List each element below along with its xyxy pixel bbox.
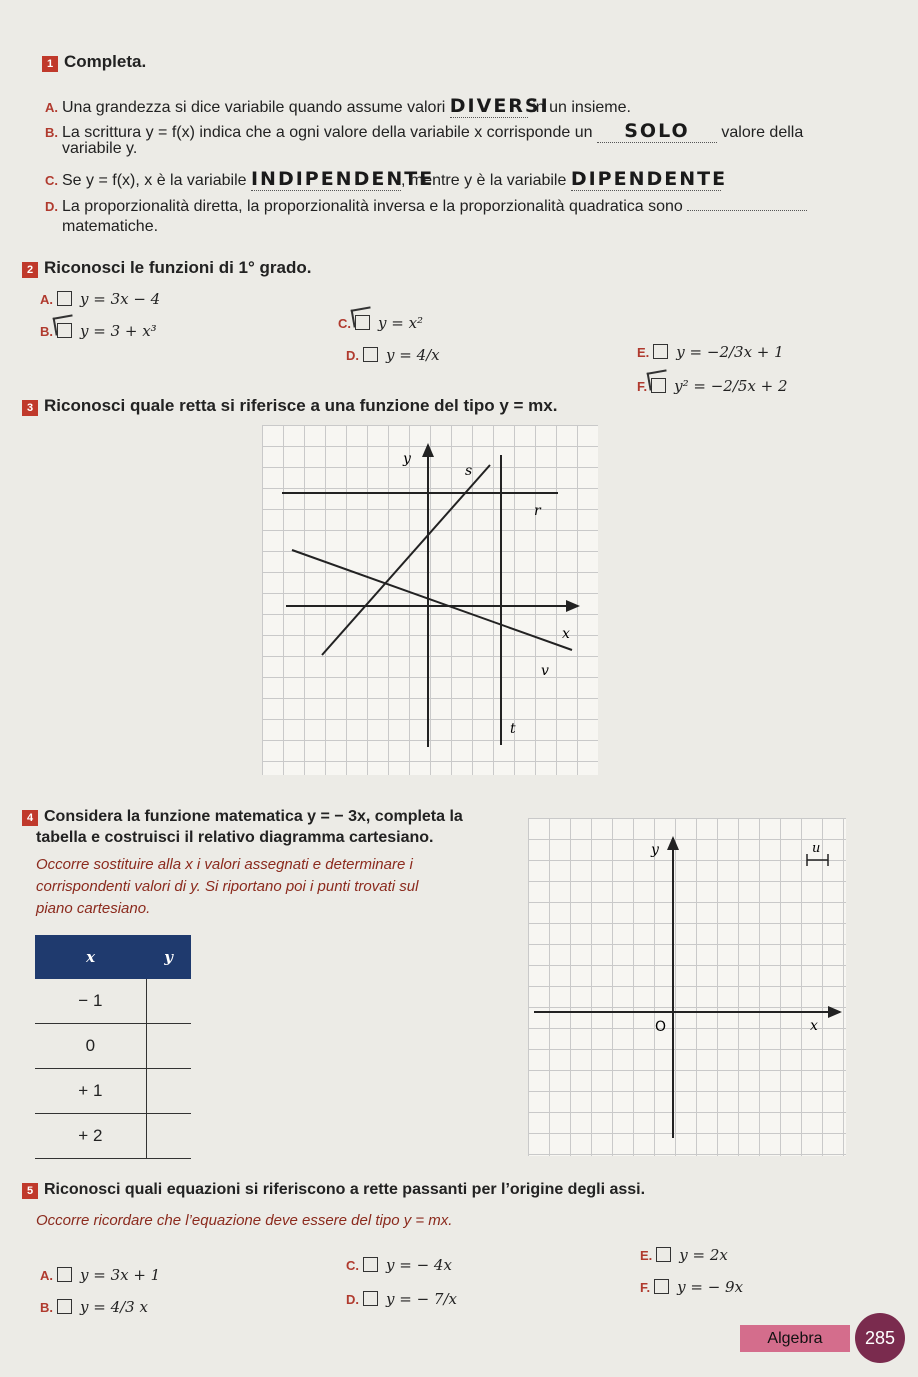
ex4-graph[interactable] <box>528 818 846 1156</box>
ex4-hint-line2: corrispondenti valori di y. Si riportano poi i punti trovati sul <box>36 878 419 895</box>
ex5-option-e[interactable] <box>640 1246 728 1265</box>
ex1-item-b <box>45 120 803 143</box>
ex1-item-b-cont: variabile y. <box>62 140 138 157</box>
line-v <box>292 550 572 650</box>
table-row <box>35 1024 191 1069</box>
option-expr: y² = −2/5x + 2 <box>674 377 788 395</box>
exercise-3-heading <box>22 396 557 416</box>
option-label: F. <box>640 1280 651 1295</box>
checkbox[interactable] <box>653 344 668 359</box>
origin-label: O <box>655 1019 667 1035</box>
exercise-number: 5 <box>22 1183 38 1199</box>
table-row <box>35 979 191 1024</box>
y-axis-label: y <box>651 842 659 858</box>
checkbox[interactable] <box>363 1291 378 1306</box>
exercise-title: Completa. <box>64 52 147 71</box>
ex4-hint-line3: piano cartesiano. <box>36 900 151 917</box>
checkbox[interactable] <box>656 1247 671 1262</box>
ex5-option-f[interactable] <box>640 1278 743 1297</box>
ex2-option-a[interactable] <box>40 290 160 309</box>
item-text: Se y = f(x), x è la variabile <box>62 172 247 189</box>
option-expr: y = 3x + 1 <box>80 1266 161 1284</box>
table-header-y: y <box>146 935 191 979</box>
handwritten-answer: INDIPENDENTE <box>250 168 435 190</box>
option-expr: y = 4/x <box>386 346 440 364</box>
checkbox[interactable] <box>57 1267 72 1282</box>
exercise-number: 1 <box>42 56 58 72</box>
ex2-option-f[interactable] <box>637 377 788 396</box>
option-expr: y = −2/3x + 1 <box>676 343 784 361</box>
option-label: B. <box>40 324 53 339</box>
option-expr: y = 2x <box>679 1246 728 1264</box>
ex5-option-b[interactable] <box>40 1298 148 1317</box>
option-expr: y = 3x − 4 <box>80 290 161 308</box>
option-expr: y = − 4x <box>386 1256 452 1274</box>
checkbox[interactable] <box>363 1257 378 1272</box>
item-label: A. <box>45 100 58 115</box>
answer-blank[interactable] <box>449 95 550 118</box>
exercise-1-heading <box>42 52 146 72</box>
cell-x: − 1 <box>35 979 146 1024</box>
option-label: D. <box>346 1292 359 1307</box>
x-axis-arrow <box>828 1006 842 1018</box>
unit-label: u <box>812 841 821 856</box>
item-text-mid: , mentre y è la variabile <box>400 172 567 189</box>
y-axis-arrow <box>667 836 679 850</box>
exercise-title: Considera la funzione matematica y = − 3x, completa la <box>44 808 463 825</box>
table-row <box>35 1069 191 1114</box>
table-row <box>35 1114 191 1159</box>
option-expr: y = 3 + x³ <box>80 322 157 340</box>
handwritten-answer: SOLO <box>624 120 690 142</box>
item-label: B. <box>45 125 58 140</box>
checkbox[interactable] <box>654 1279 669 1294</box>
cell-y-input[interactable] <box>146 1069 191 1114</box>
exercise-number: 2 <box>22 262 38 278</box>
ex1-item-a <box>45 95 631 118</box>
checkbox[interactable] <box>363 347 378 362</box>
table-header-x: x <box>35 935 146 979</box>
xy-table <box>35 935 191 1159</box>
line-s-label: s <box>465 463 473 479</box>
ex2-option-e[interactable] <box>637 343 784 362</box>
ex1-item-c <box>45 168 728 191</box>
x-axis-label: x <box>562 626 570 642</box>
exercise-title: Riconosci quale retta si riferisce a una funzione del tipo y = mx. <box>44 396 558 415</box>
ex5-hint: Occorre ricordare che l’equazione deve essere del tipo y = mx. <box>36 1212 453 1229</box>
item-label: D. <box>45 199 58 214</box>
item-text: La scrittura y = f(x) indica che a ogni valore della variabile x corrisponde un <box>62 124 593 141</box>
exercise-number: 3 <box>22 400 38 416</box>
y-axis-arrow <box>422 443 434 457</box>
exercise-number: 4 <box>22 810 38 826</box>
cell-x: + 2 <box>35 1114 146 1159</box>
option-label: F. <box>637 379 648 394</box>
checkbox-checked[interactable] <box>57 323 72 338</box>
ex5-option-c[interactable] <box>346 1256 452 1275</box>
cell-y-input[interactable] <box>146 979 191 1024</box>
exercise-5-heading <box>22 1181 645 1199</box>
line-t-label: t <box>510 721 516 737</box>
ex1-item-d <box>45 198 807 216</box>
item-text: Una grandezza si dice variabile quando assume valori <box>62 99 446 116</box>
ex2-option-c[interactable] <box>338 314 423 333</box>
checkbox-checked[interactable] <box>355 315 370 330</box>
option-expr: y = − 7/x <box>386 1290 457 1308</box>
option-label: E. <box>637 345 650 360</box>
checkbox-checked[interactable] <box>651 378 666 393</box>
exercise-4-heading <box>22 808 463 826</box>
option-expr: y = x² <box>378 314 424 332</box>
option-label: A. <box>40 292 53 307</box>
answer-blank[interactable] <box>570 168 728 191</box>
answer-blank[interactable] <box>687 210 807 211</box>
y-axis-label: y <box>403 451 411 467</box>
answer-blank[interactable] <box>250 168 435 191</box>
item-text-end: in un insieme. <box>532 99 631 116</box>
checkbox[interactable] <box>57 291 72 306</box>
answer-blank[interactable] <box>597 120 717 143</box>
option-label: E. <box>640 1248 653 1263</box>
option-expr: y = 4/3 x <box>80 1298 148 1316</box>
ex3-graph <box>262 425 598 775</box>
line-v-label: v <box>541 663 549 679</box>
handwritten-answer: DIPENDENTE <box>570 168 728 190</box>
option-label: C. <box>346 1258 359 1273</box>
item-text: La proporzionalità diretta, la proporzionalità inversa e la proporzionalità quadratica sono <box>62 198 683 215</box>
x-axis-arrow <box>566 600 580 612</box>
cell-x: 0 <box>35 1024 146 1069</box>
line-r-label: r <box>534 503 541 519</box>
item-text-end: valore della <box>721 124 804 141</box>
ex1-item-d-cont: matematiche. <box>62 218 159 235</box>
item-label: C. <box>45 173 58 188</box>
option-label: C. <box>338 316 351 331</box>
ex5-option-d[interactable] <box>346 1290 457 1309</box>
exercise-title: Riconosci quali equazioni si riferiscono a rette passanti per l’origine degli assi. <box>44 1181 646 1198</box>
page-number: 285 <box>855 1313 905 1363</box>
exercise-4-heading-cont: tabella e costruisci il relativo diagramma cartesiano. <box>36 829 434 846</box>
option-label: B. <box>40 1300 53 1315</box>
section-label: Algebra <box>740 1325 850 1352</box>
ex4-hint-line1: Occorre sostituire alla x i valori assegnati e determinare i <box>36 856 413 873</box>
checkbox[interactable] <box>57 1299 72 1314</box>
option-expr: y = − 9x <box>677 1278 744 1296</box>
ex5-option-a[interactable] <box>40 1266 160 1285</box>
cell-y-input[interactable] <box>146 1024 191 1069</box>
handwritten-answer: DIVERSI <box>449 95 550 117</box>
exercise-title: Riconosci le funzioni di 1° grado. <box>44 258 312 277</box>
ex2-option-b[interactable] <box>40 322 157 341</box>
x-axis-label: x <box>810 1018 818 1034</box>
option-label: A. <box>40 1268 53 1283</box>
ex2-option-d[interactable] <box>346 346 440 365</box>
option-label: D. <box>346 348 359 363</box>
cell-y-input[interactable] <box>146 1114 191 1159</box>
exercise-2-heading <box>22 258 311 278</box>
cell-x: + 1 <box>35 1069 146 1114</box>
